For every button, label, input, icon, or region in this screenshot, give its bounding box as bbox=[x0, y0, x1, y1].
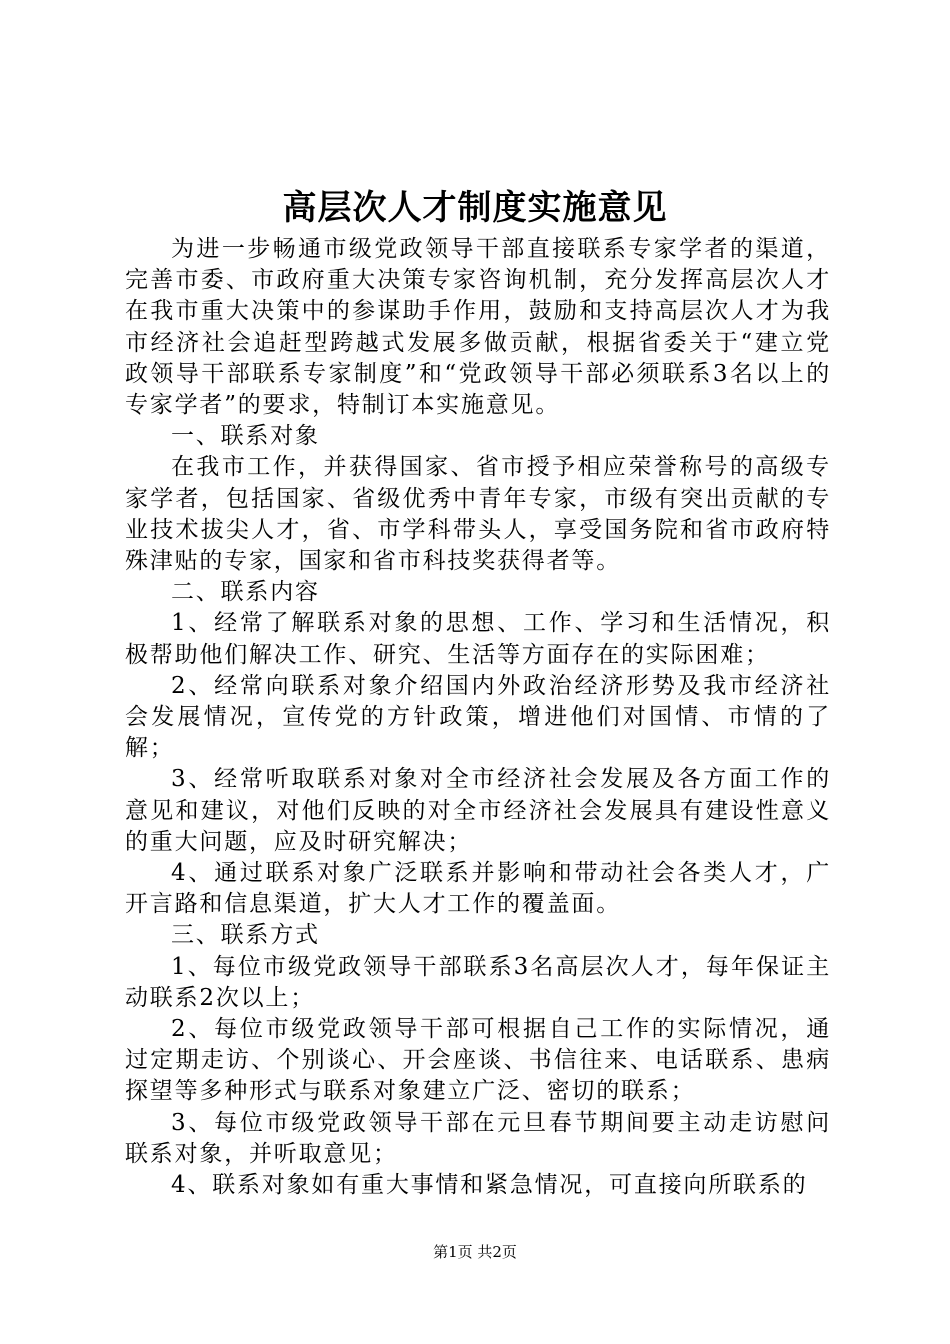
section-paragraph: 在我市工作，并获得国家、省市授予相应荣誉称号的高级专家学者，包括国家、省级优秀中青年专家，市级有突出贡献的专业技术拔尖人才，省、市学科带头人，享受国务院和省市政府特殊津贴的专家，国家和省市科技奖获得者等。 bbox=[125, 454, 831, 575]
section-heading: 一、联系对象 bbox=[171, 423, 320, 450]
section-paragraph: 4、联系对象如有重大事情和紧急情况，可直接向所联系的 bbox=[171, 1172, 808, 1199]
document-title: 高层次人才制度实施意见 bbox=[282, 188, 668, 228]
section-paragraph: 2、每位市级党政领导干部可根据自己工作的实际情况，通过定期走访、个别谈心、开会座谈、书信往来、电话联系、患病探望等多种形式与联系对象建立广泛、密切的联系； bbox=[125, 1016, 831, 1105]
section-paragraph: 4、通过联系对象广泛联系并影响和带动社会各类人才，广开言路和信息渠道，扩大人才工作的覆盖面。 bbox=[125, 860, 831, 918]
section-paragraph: 3、经常听取联系对象对全市经济社会发展及各方面工作的意见和建议，对他们反映的对全市经济社会发展具有建设性意义的重大问题，应及时研究解决； bbox=[125, 766, 831, 855]
section-paragraph: 1、每位市级党政领导干部联系3名高层次人才，每年保证主动联系2次以上； bbox=[125, 953, 831, 1011]
section-paragraph: 1、经常了解联系对象的思想、工作、学习和生活情况，积极帮助他们解决工作、研究、生活等方面存在的实际困难； bbox=[125, 610, 831, 668]
intro-paragraph: 为进一步畅通市级党政领导干部直接联系专家学者的渠道，完善市委、市政府重大决策专家咨询机制，充分发挥高层次人才在我市重大决策中的参谋助手作用，鼓励和支持高层次人才为我市经济社会追赶型跨越式发展多做贡献，根据省委关于“建立党政领导干部联系专家制度”和“党政领导干部必须联系3名以上的专家学者”的要求，特制订本实施意见。 bbox=[125, 236, 831, 419]
document-body bbox=[125, 234, 831, 1201]
section-heading: 二、联系内容 bbox=[171, 579, 320, 606]
section-paragraph: 2、经常向联系对象介绍国内外政治经济形势及我市经济社会发展情况，宣传党的方针政策，增进他们对国情、市情的了解； bbox=[125, 672, 831, 762]
section-paragraph: 3、每位市级党政领导干部在元旦春节期间要主动走访慰问联系对象，并听取意见； bbox=[125, 1109, 831, 1167]
section-heading: 三、联系方式 bbox=[171, 922, 320, 949]
page-number-footer: 第1页 共2页 bbox=[433, 1243, 517, 1261]
